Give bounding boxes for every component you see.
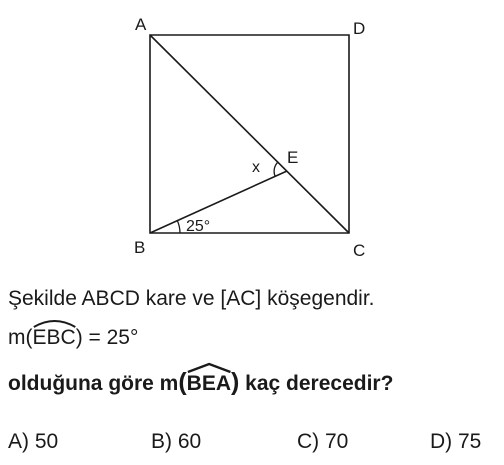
question-statement: Şekilde ABCD kare ve [AC] köşegendir. (8, 287, 375, 310)
label-point-e: E (287, 148, 299, 167)
question-prompt-prefix: olduğuna göre m (8, 372, 179, 395)
label-angle-25: 25° (186, 218, 211, 235)
option-b[interactable]: B) 60 (151, 430, 202, 453)
angle-arc-ebc (177, 220, 180, 233)
angle-bea-text: BEA (186, 372, 231, 395)
label-angle-x: x (252, 159, 260, 176)
open-paren: ( (178, 368, 187, 396)
diagonal-ac (150, 35, 349, 233)
angle-hat-icon (187, 363, 231, 373)
label-point-c: C (353, 241, 366, 260)
label-point-a: A (135, 15, 147, 34)
given-angle-prefix: m( (8, 326, 33, 349)
given-angle-line (8, 326, 138, 350)
option-d[interactable]: D) 75 (430, 430, 482, 453)
option-a[interactable]: A) 50 (8, 430, 59, 453)
angle-bea-notation (187, 372, 231, 396)
close-paren: ) (231, 368, 240, 396)
angle-ebc-text: EBC (32, 326, 76, 349)
angle-arc-bea (274, 162, 278, 176)
answer-options (0, 430, 504, 460)
label-point-b: B (134, 238, 146, 257)
angle-ebc-notation (33, 326, 76, 350)
question-prompt-suffix: kaç derecedir? (239, 372, 394, 395)
given-angle-suffix: ) = 25° (75, 326, 139, 349)
label-point-d: D (353, 19, 366, 38)
angle-hat-icon (33, 318, 76, 328)
segment-be (150, 171, 287, 233)
option-c[interactable]: C) 70 (297, 430, 349, 453)
question-prompt (8, 368, 393, 397)
